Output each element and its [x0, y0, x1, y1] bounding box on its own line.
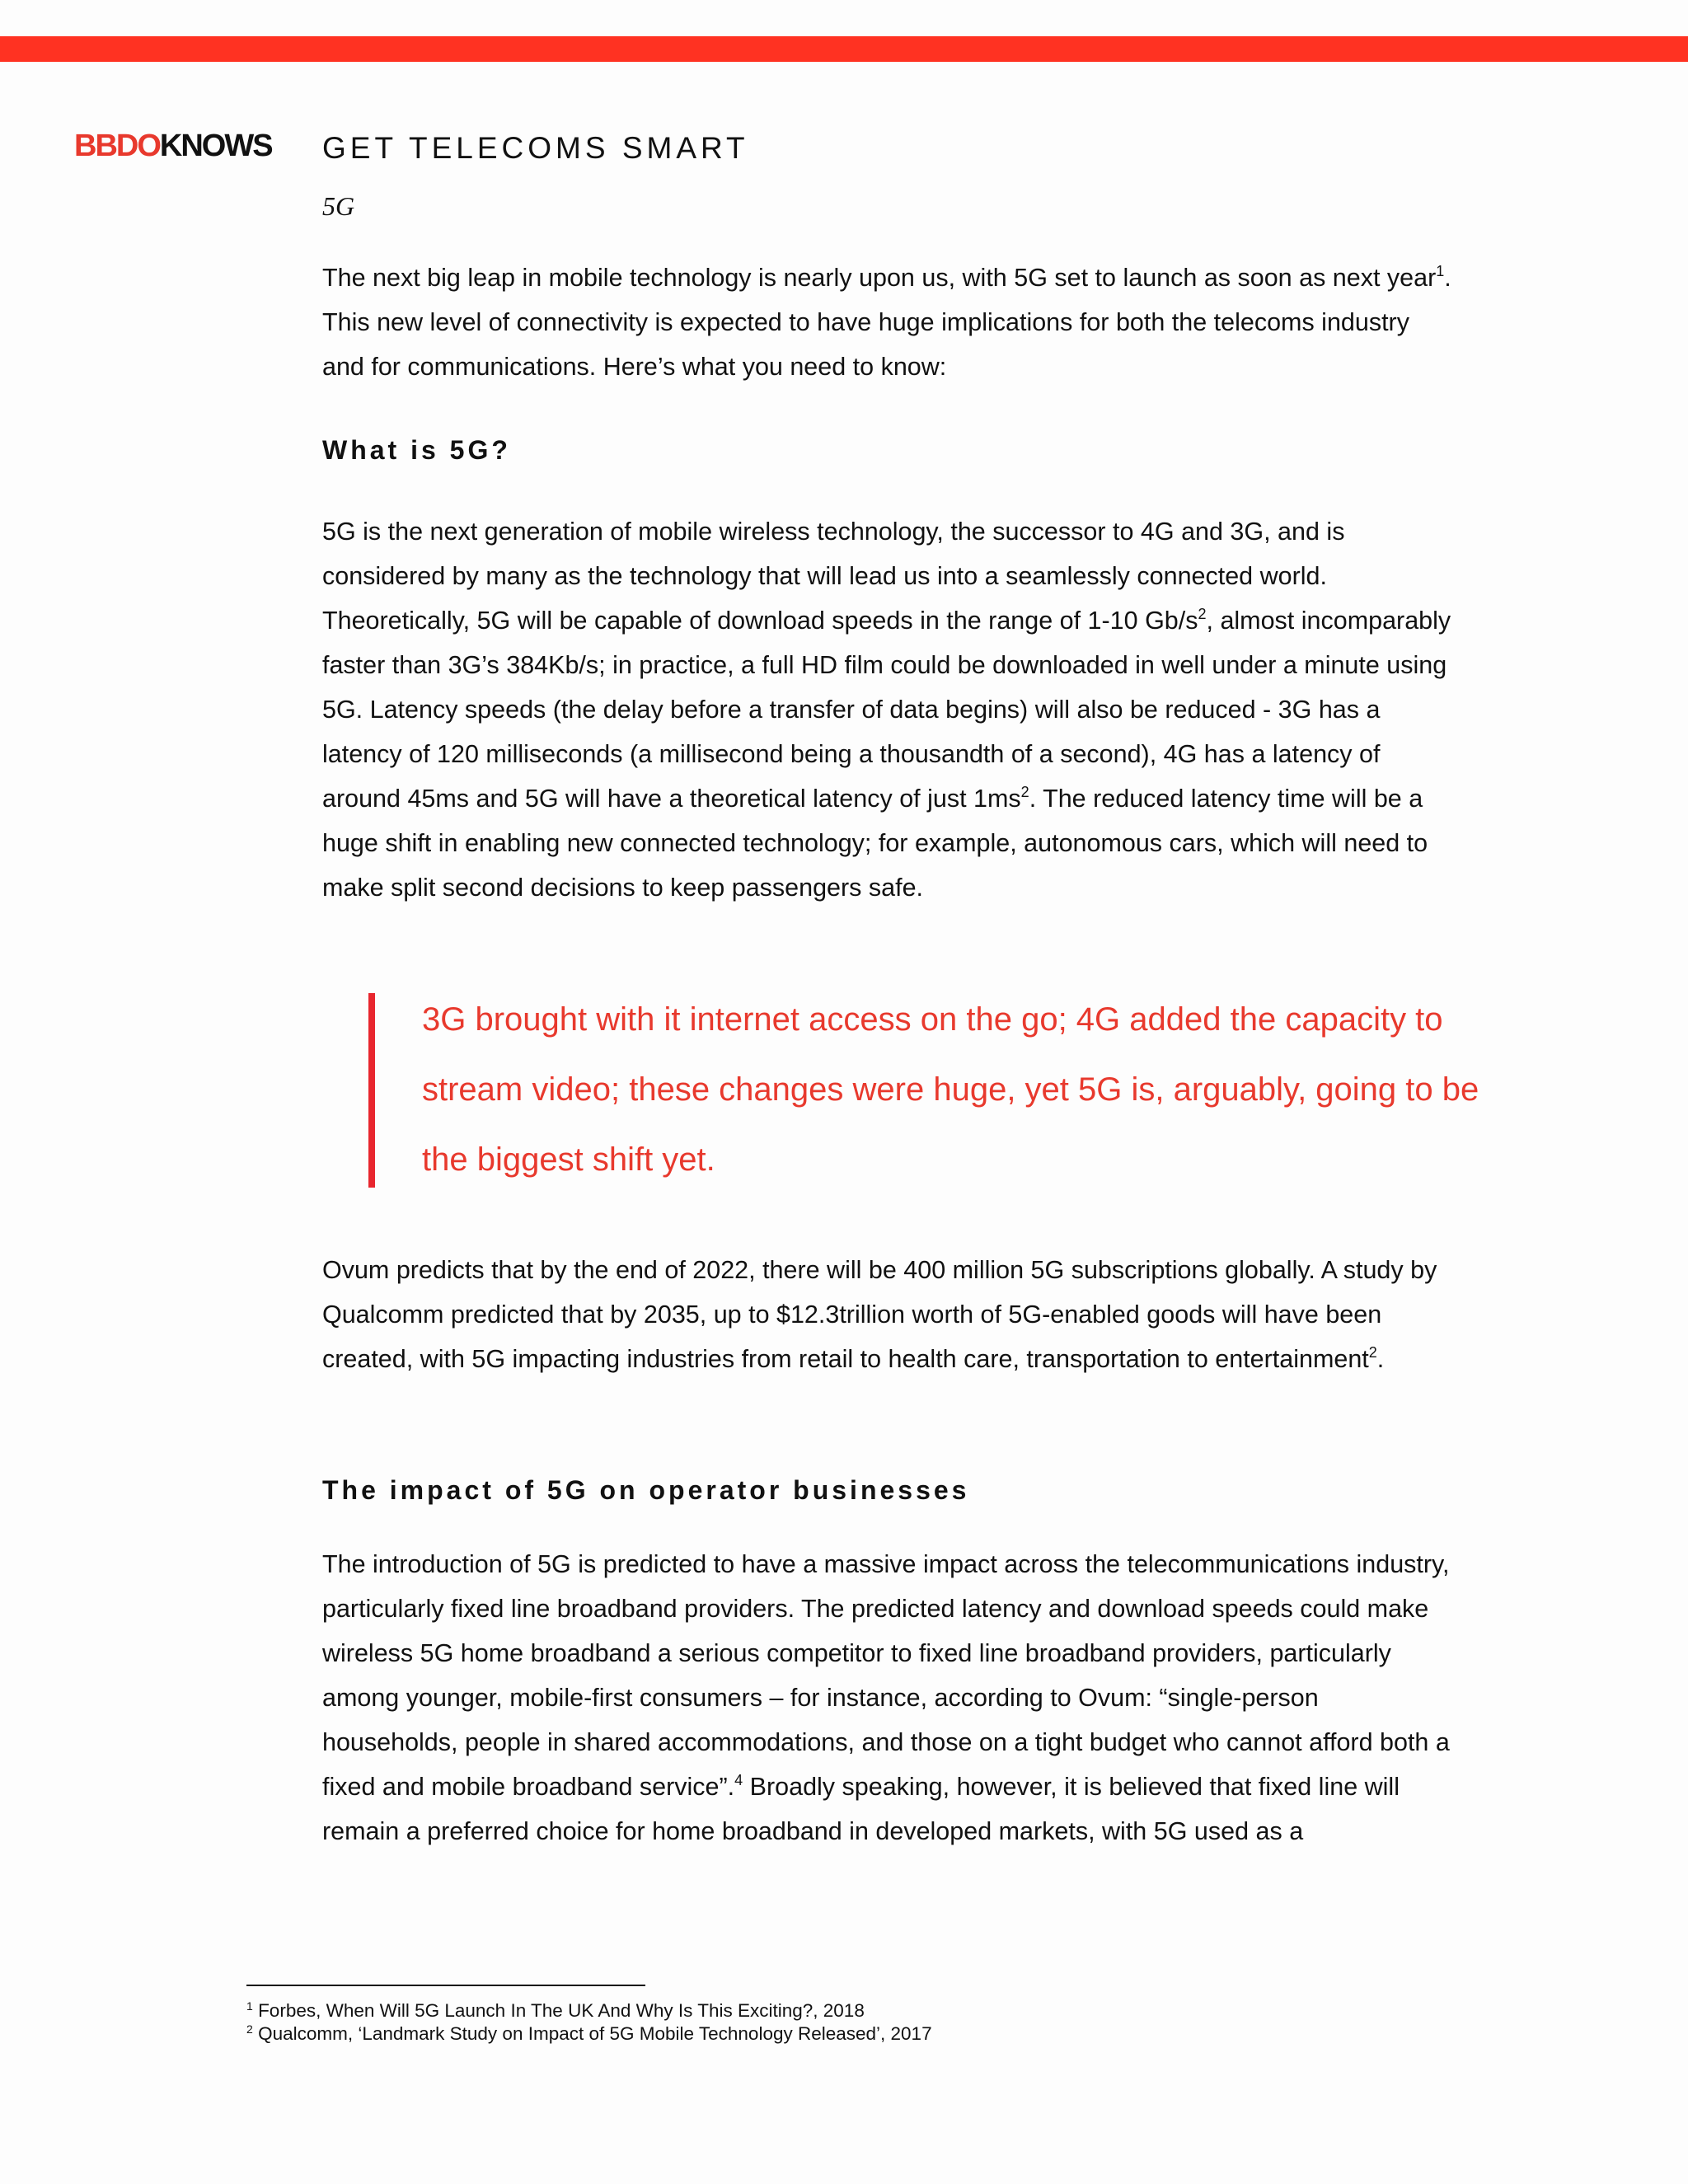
- footnotes: [246, 1999, 932, 2046]
- pull-quote: [368, 993, 1479, 1188]
- pull-quote-bar: [368, 993, 375, 1188]
- section-heading: What is 5G?: [322, 435, 511, 465]
- footnote-text: Forbes, When Will 5G Launch In The UK And Why Is This Exciting?, 2018: [258, 2000, 865, 2021]
- body-paragraph: [322, 509, 1451, 910]
- bbdo-knows-logo: [74, 130, 272, 162]
- top-accent-bar: [0, 36, 1688, 62]
- section-heading: The impact of 5G on operator businesses: [322, 1475, 970, 1505]
- section-what-is-5g-body: [322, 509, 1451, 910]
- para-text: , almost incomparably faster than 3G’s 384Kb/s; in practice, a full HD film could be downloaded in well under a minute using 5G. Latency speeds (the delay before a transfer of data begins) will also be reduced - 3G has a latency of 120 milliseconds (a millisecond being a thousandth of a second), 4G has a latency of around 45ms and 5G will have a theoretical latency of just 1ms: [322, 607, 1451, 813]
- intro-section: [322, 255, 1451, 389]
- pull-quote-text: 3G brought with it internet access on the go; 4G added the capacity to stream video; these changes were huge, yet 5G is, arguably, going to be the biggest shift yet.: [422, 1001, 1479, 1178]
- page-subtitle: 5G: [322, 191, 355, 221]
- para-text: .: [1376, 1345, 1385, 1373]
- footnote-divider: [246, 1985, 645, 1986]
- intro-text-b: . This new level of connectivity is expected to have huge implications for both the telecoms industry and for communications. Here’s what you need to know:: [322, 264, 1451, 381]
- section-what-is-5g: [322, 437, 1451, 463]
- logo-knows-text: KNOWS: [159, 129, 272, 163]
- para-text: . The reduced latency time will be a huge shift in enabling new connected technology; for example, autonomous cars, which will need to make split second decisions to keep passengers safe.: [322, 785, 1428, 902]
- intro-paragraph: [322, 255, 1451, 389]
- para-text: Ovum predicts that by the end of 2022, there will be 400 million 5G subscriptions globally. A study by Qualcomm predicted that by 2035, up to $12.3trillion worth of 5G-enabled goods will have been created, with 5G impacting industries from retail to health care, transportation to entertainment: [322, 1256, 1437, 1373]
- footnote-ref: 2: [1368, 1344, 1377, 1361]
- para-text: 5G is the next generation of mobile wireless technology, the successor to 4G and 3G, and is considered by many as the technology that will lead us into a seamlessly connected world. Theoretically, 5G will be capable of download speeds in the range of 1-10 Gb/s: [322, 518, 1345, 635]
- footnote-item: [246, 1999, 932, 2022]
- footnote-number: 2: [246, 2022, 253, 2036]
- page-header-title: GET TELECOMS SMART: [322, 131, 749, 165]
- body-paragraph: [322, 1248, 1451, 1381]
- para-text: The introduction of 5G is predicted to have a massive impact across the telecommunications industry, particularly fixed line broadband providers. The predicted latency and download speeds could make wireless 5G home broadband a serious competitor to fixed line broadband providers, particularly among younger, mobile-first consumers – for instance, according to Ovum: “single-person households, people in shared accommodations, and those on a tight budget who cannot afford both a fixed and mobile broadband service”.: [322, 1550, 1450, 1801]
- section-operator-impact-body: [322, 1542, 1451, 1854]
- ovum-paragraph-block: [322, 1248, 1451, 1381]
- footnote-ref: 1: [1436, 263, 1445, 279]
- footnote-text: Qualcomm, ‘Landmark Study on Impact of 5G Mobile Technology Released’, 2017: [258, 2023, 932, 2044]
- footnote-ref: 2: [1198, 606, 1207, 622]
- para-text: Broadly speaking, however, it is believed that fixed line will remain a preferred choice for home broadband in developed markets, with 5G used as a: [322, 1773, 1400, 1845]
- body-paragraph: [322, 1542, 1451, 1854]
- footnote-item: [246, 2022, 932, 2046]
- footnote-number: 1: [246, 1999, 253, 2013]
- footnote-ref: 2: [1020, 784, 1029, 800]
- intro-text-a: The next big leap in mobile technology is nearly upon us, with 5G set to launch as soon as next year: [322, 264, 1437, 292]
- footnote-ref: 4: [734, 1772, 743, 1788]
- section-operator-impact: [322, 1477, 1451, 1503]
- logo-bbdo-text: BBDO: [74, 129, 160, 163]
